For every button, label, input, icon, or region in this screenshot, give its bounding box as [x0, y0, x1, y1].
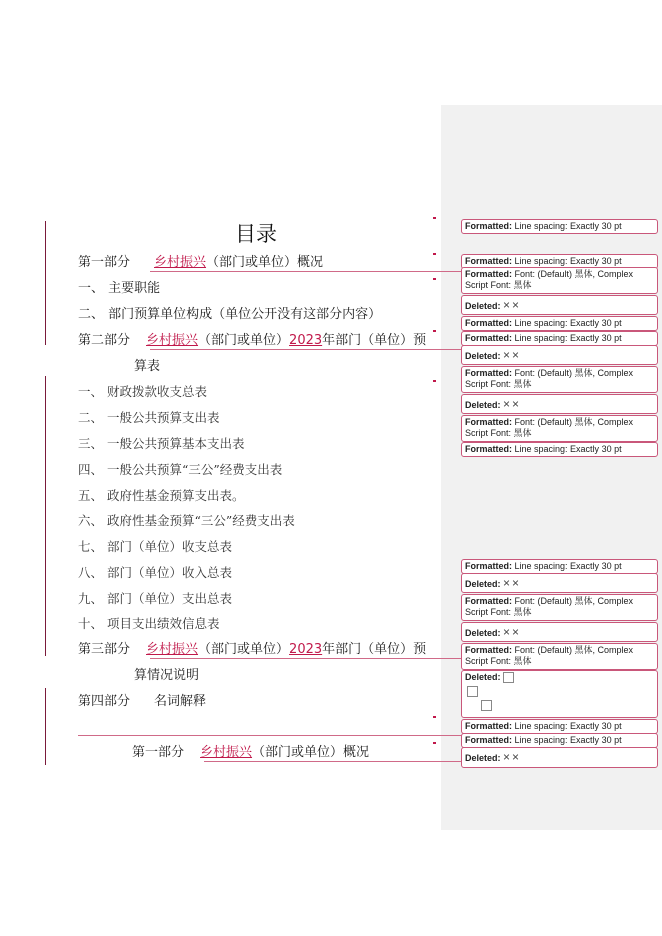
comment-balloon-formatted[interactable]: Formatted: Font: (Default) 黑体, Complex Script Font: 黑体 — [461, 267, 658, 294]
toc-part2-cont: 算表 — [134, 359, 161, 374]
placeholder-box-icon — [467, 686, 478, 697]
toc-part3-cont: 算情况说明 — [134, 668, 200, 683]
toc-item[interactable]: 三、 一般公共预算基本支出表 — [78, 436, 245, 451]
comment-balloon-formatted[interactable]: Formatted: Line spacing: Exactly 30 pt — [461, 719, 658, 734]
part-prefix: 第四部分 — [78, 694, 131, 709]
part-prefix: 第三部分 — [78, 642, 131, 657]
anchor-marker — [433, 217, 436, 219]
inserted-year: 2023 — [289, 333, 323, 348]
inserted-text: 乡村振兴 — [146, 333, 199, 348]
comment-balloon-formatted[interactable]: Formatted: Line spacing: Exactly 30 pt — [461, 219, 658, 234]
toc-part2[interactable] — [78, 333, 426, 349]
anchor-marker — [433, 253, 436, 255]
comment-balloon-formatted[interactable]: Formatted: Font: (Default) 黑体, Complex Script Font: 黑体 — [461, 415, 658, 442]
toc-part1[interactable] — [78, 255, 323, 271]
comment-balloon-deleted[interactable]: Deleted: ×× — [461, 622, 658, 642]
section-heading-part1 — [132, 745, 369, 761]
anchor-line — [150, 658, 462, 659]
part-title: （部门或单位）概况 — [252, 745, 370, 760]
toc-part4[interactable] — [78, 694, 206, 710]
inserted-year: 2023 — [289, 642, 323, 657]
anchor-line — [150, 349, 462, 350]
part-prefix: 第一部分 — [132, 745, 185, 760]
anchor-marker — [433, 716, 436, 718]
anchor-marker — [433, 742, 436, 744]
anchor-line — [204, 761, 462, 762]
inserted-text: 乡村振兴 — [154, 255, 207, 270]
comment-balloon-deleted[interactable]: Deleted: — [461, 670, 658, 718]
part-title: 年部门（单位）预 — [322, 333, 427, 348]
anchor-line — [78, 735, 462, 736]
change-bar — [45, 688, 46, 765]
change-bar — [45, 376, 46, 656]
comment-balloon-formatted[interactable]: Formatted: Line spacing: Exactly 30 pt — [461, 254, 658, 269]
anchor-marker — [433, 278, 436, 280]
toc-item[interactable]: 一、 主要职能 — [78, 281, 161, 296]
anchor-marker — [433, 330, 436, 332]
part-title: （部门或单位） — [198, 333, 290, 348]
part-title: 年部门（单位）预 — [322, 642, 427, 657]
comment-balloon-formatted[interactable]: Formatted: Line spacing: Exactly 30 pt — [461, 316, 658, 331]
comment-balloon-formatted[interactable]: Formatted: Line spacing: Exactly 30 pt — [461, 559, 658, 574]
comment-balloon-formatted[interactable]: Formatted: Line spacing: Exactly 30 pt — [461, 331, 658, 346]
toc-item[interactable]: 八、 部门（单位）收入总表 — [78, 565, 232, 580]
comment-balloon-formatted[interactable]: Formatted: Font: (Default) 黑体, Complex Script Font: 黑体 — [461, 366, 658, 393]
comment-balloon-formatted[interactable]: Formatted: Line spacing: Exactly 30 pt — [461, 442, 658, 457]
inserted-text: 乡村振兴 — [146, 642, 199, 657]
comment-balloon-deleted[interactable]: Deleted: ×× — [461, 295, 658, 315]
part-prefix: 第二部分 — [78, 333, 131, 348]
anchor-marker — [433, 380, 436, 382]
toc-item[interactable]: 一、 财政拨款收支总表 — [78, 384, 207, 399]
toc-item[interactable]: 二、 一般公共预算支出表 — [78, 410, 220, 425]
toc-item[interactable]: 二、 部门预算单位构成（单位公开没有这部分内容） — [78, 307, 382, 322]
part-title: 名词解释 — [154, 694, 207, 709]
comment-balloon-formatted[interactable]: Formatted: Font: (Default) 黑体, Complex Script Font: 黑体 — [461, 594, 658, 621]
comment-balloon-deleted[interactable]: Deleted: ×× — [461, 573, 658, 593]
comment-balloon-formatted[interactable]: Formatted: Line spacing: Exactly 30 pt — [461, 733, 658, 748]
comment-balloon-formatted[interactable]: Formatted: Font: (Default) 黑体, Complex Script Font: 黑体 — [461, 643, 658, 670]
toc-title: 目录 — [235, 222, 277, 246]
comment-balloon-deleted[interactable]: Deleted: ×× — [461, 747, 658, 768]
toc-item[interactable]: 十、 项目支出绩效信息表 — [78, 616, 220, 631]
anchor-line — [150, 271, 462, 272]
part-prefix: 第一部分 — [78, 255, 131, 270]
toc-item[interactable]: 九、 部门（单位）支出总表 — [78, 591, 232, 606]
placeholder-box-icon — [481, 700, 492, 711]
toc-item[interactable]: 四、 一般公共预算“三公”经费支出表 — [78, 462, 283, 477]
toc-item[interactable]: 六、 政府性基金预算“三公”经费支出表 — [78, 513, 295, 528]
part-title: （部门或单位）概况 — [206, 255, 324, 270]
inserted-text: 乡村振兴 — [200, 745, 253, 760]
comment-balloon-deleted[interactable]: Deleted: ×× — [461, 345, 658, 365]
part-title: （部门或单位） — [198, 642, 290, 657]
toc-part3[interactable] — [78, 642, 426, 658]
placeholder-box-icon — [503, 672, 514, 683]
toc-item[interactable]: 五、 政府性基金预算支出表。 — [78, 488, 245, 503]
toc-item[interactable]: 七、 部门（单位）收支总表 — [78, 539, 232, 554]
comment-balloon-deleted[interactable]: Deleted: ×× — [461, 394, 658, 414]
